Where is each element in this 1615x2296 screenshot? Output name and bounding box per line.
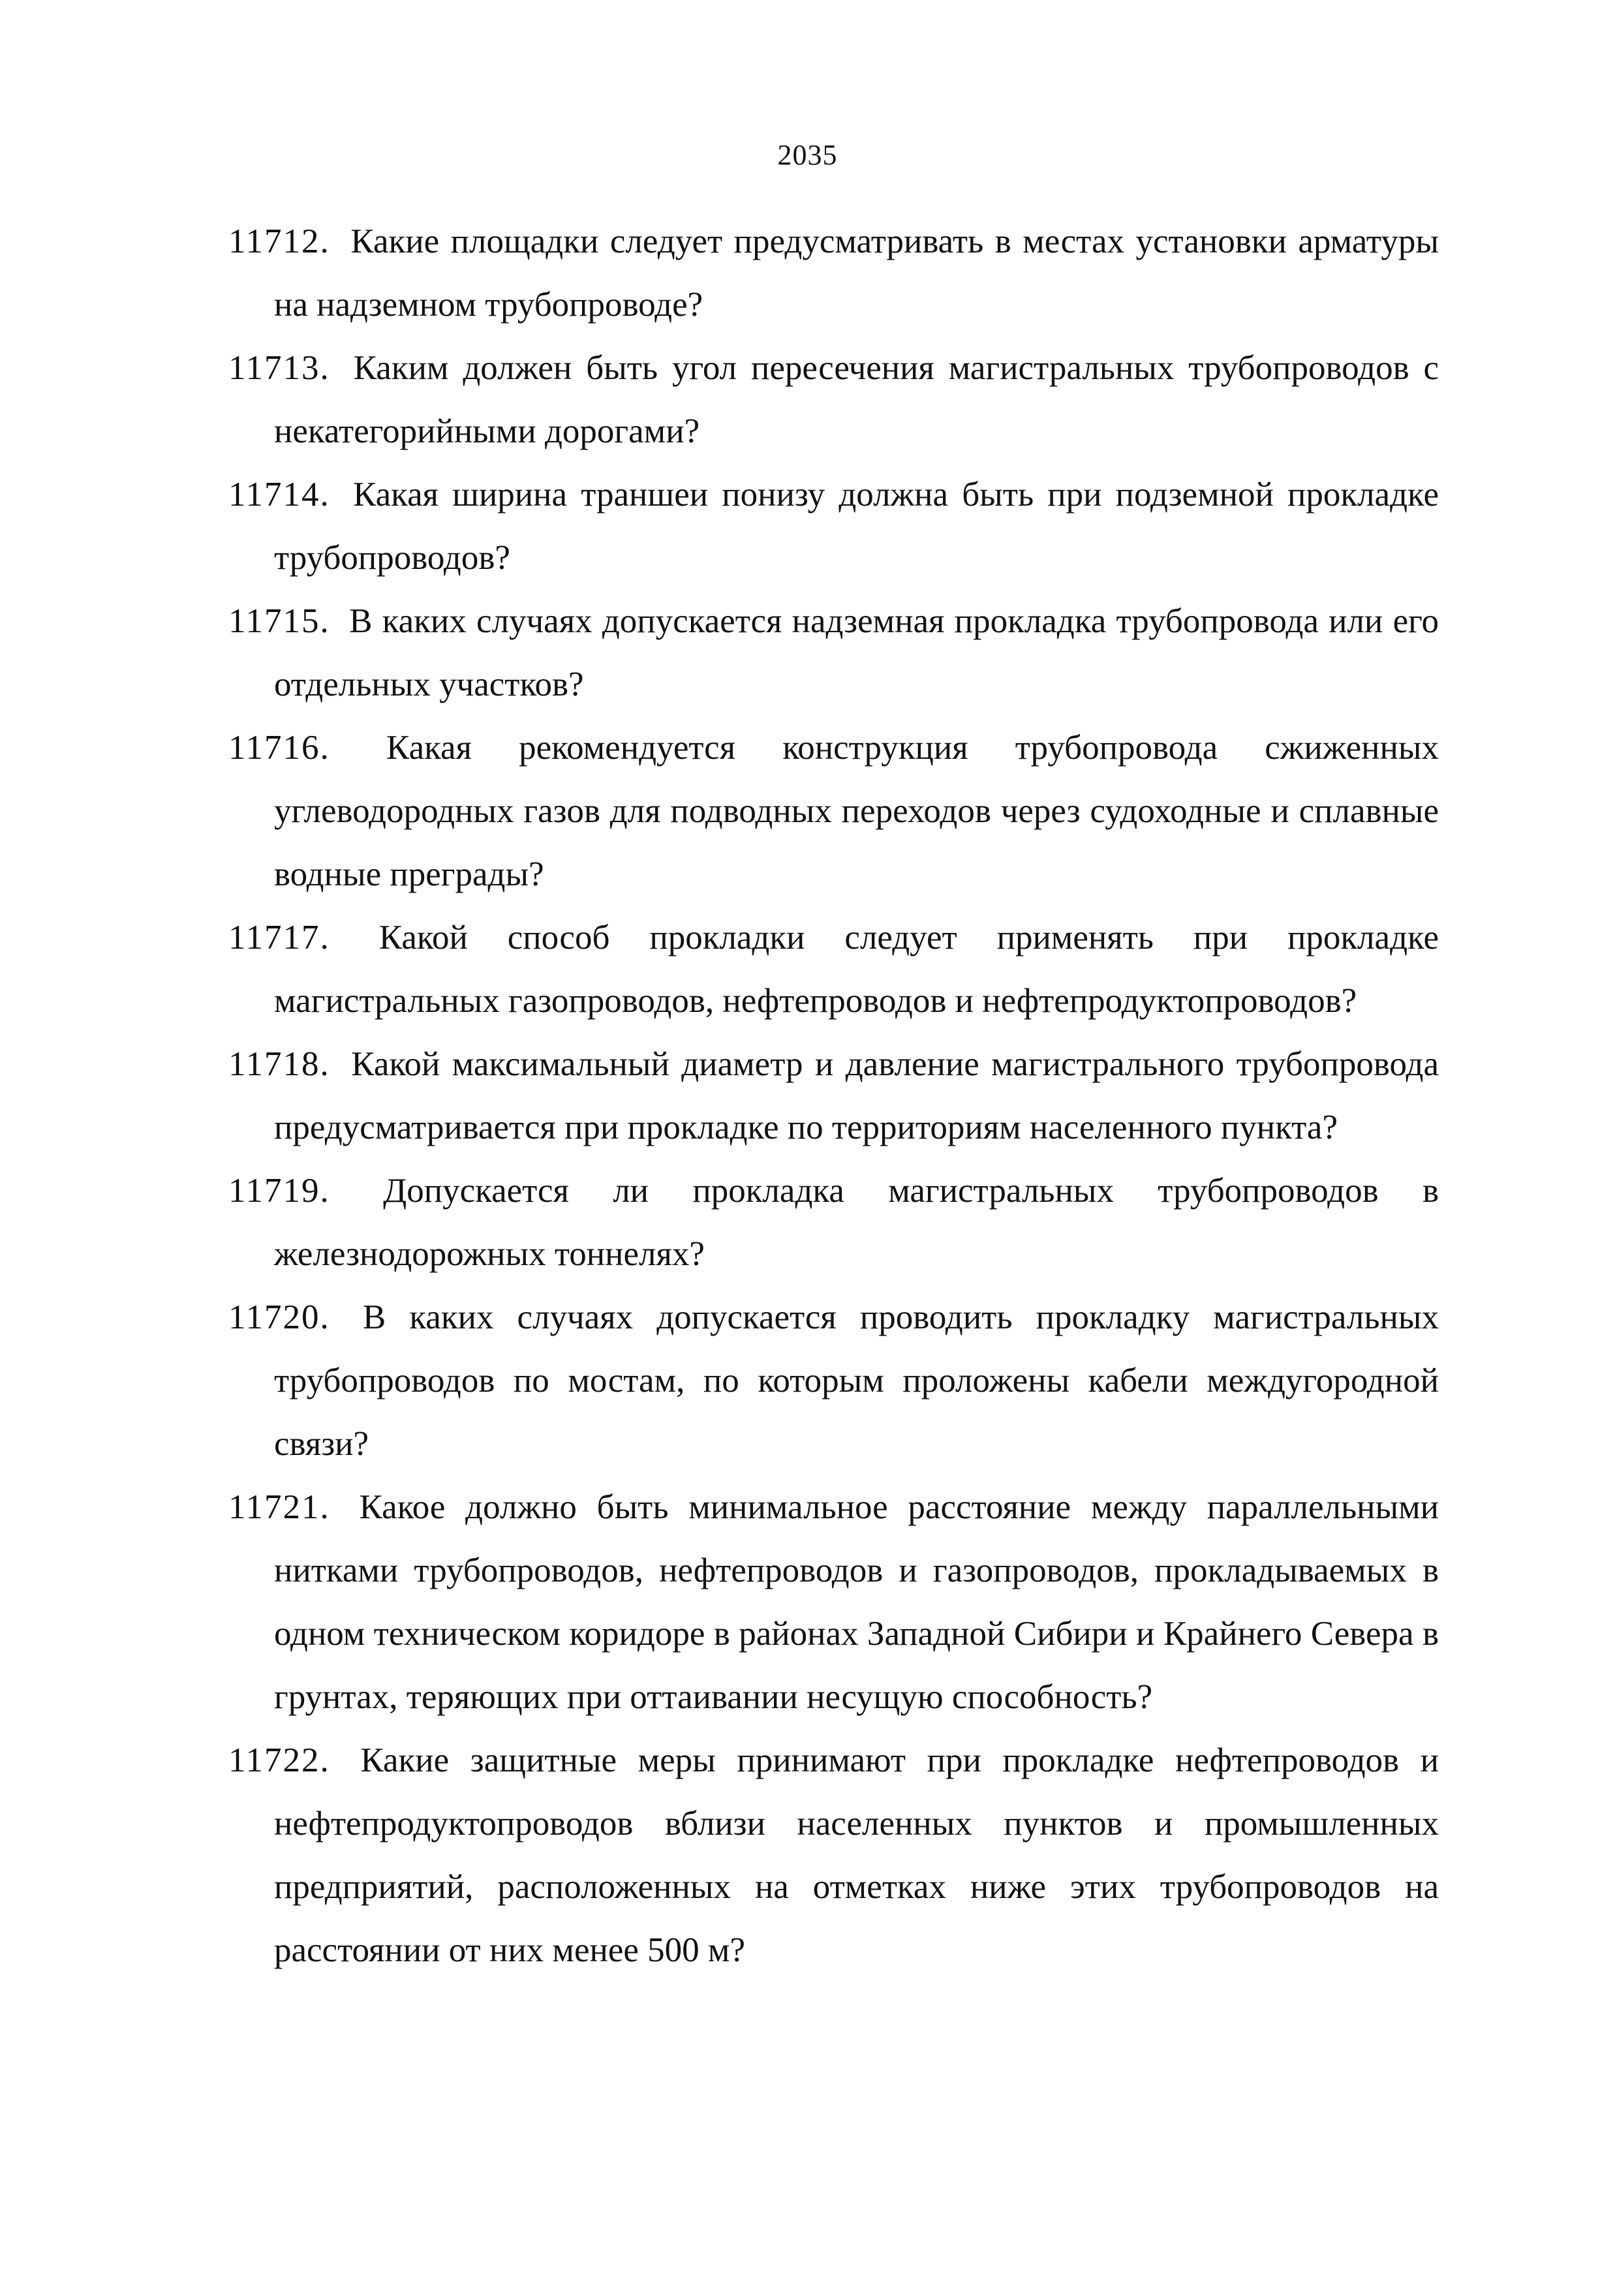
question-number: 11713. xyxy=(228,349,330,387)
question-text: Какие защитные меры принимают при прокладке нефтепроводов и нефтепродуктопроводов вблизи населенных пунктов и промышленных предприятий, расположенных на отметках ниже этих трубопроводов на расстоянии от них менее 500 м? xyxy=(274,1741,1439,1969)
question-text: В каких случаях допускается проводить прокладку магистральных трубопроводов по мостам, по которым проложены кабели междугородной связи? xyxy=(274,1298,1439,1463)
question-item xyxy=(228,463,1439,590)
question-text: В каких случаях допускается надземная прокладка трубопровода или его отдельных участков? xyxy=(274,602,1439,703)
question-text: Какой способ прокладки следует применять при прокладке магистральных газопроводов, нефтепроводов и нефтепродуктопроводов? xyxy=(274,919,1439,1020)
question-text: Какая ширина траншеи понизу должна быть при подземной прокладке трубопроводов? xyxy=(274,476,1439,577)
question-number: 11715. xyxy=(228,602,330,640)
question-item xyxy=(228,716,1439,906)
question-number: 11721. xyxy=(228,1488,330,1526)
question-item xyxy=(228,590,1439,716)
page-number: 2035 xyxy=(777,139,838,171)
question-number: 11722. xyxy=(228,1741,330,1779)
question-text: Какие площадки следует предусматривать в местах установки арматуры на надземном трубопроводе? xyxy=(274,222,1439,324)
question-text: Допускается ли прокладка магистральных трубопроводов в железнодорожных тоннелях? xyxy=(274,1172,1439,1273)
question-item xyxy=(228,906,1439,1033)
question-text: Какая рекомендуется конструкция трубопровода сжиженных углеводородных газов для подводных переходов через судоходные и сплавные водные преграды? xyxy=(274,729,1439,893)
question-number: 11719. xyxy=(228,1172,330,1210)
question-item xyxy=(228,210,1439,337)
question-list xyxy=(228,210,1439,1982)
question-text: Какое должно быть минимальное расстояние между параллельными нитками трубопроводов, нефтепроводов и газопроводов, прокладываемых в одном техническом коридоре в районах Западной Сибири и Крайнего Севера в грунтах, теряющих при оттаивании несущую способность? xyxy=(274,1488,1439,1716)
question-number: 11716. xyxy=(228,729,330,767)
question-number: 11712. xyxy=(228,222,330,260)
question-text: Какой максимальный диаметр и давление магистрального трубопровода предусматривается при прокладке по территориям населенного пункта? xyxy=(274,1045,1439,1146)
question-item xyxy=(228,1476,1439,1729)
question-number: 11714. xyxy=(228,476,330,513)
question-item xyxy=(228,1729,1439,1982)
question-item xyxy=(228,337,1439,463)
question-number: 11717. xyxy=(228,919,330,957)
question-item xyxy=(228,1033,1439,1159)
question-item xyxy=(228,1159,1439,1286)
question-item xyxy=(228,1286,1439,1476)
question-number: 11718. xyxy=(228,1045,330,1083)
question-number: 11720. xyxy=(228,1298,330,1336)
question-text: Каким должен быть угол пересечения магистральных трубопроводов с некатегорийными дорогами? xyxy=(274,349,1439,450)
